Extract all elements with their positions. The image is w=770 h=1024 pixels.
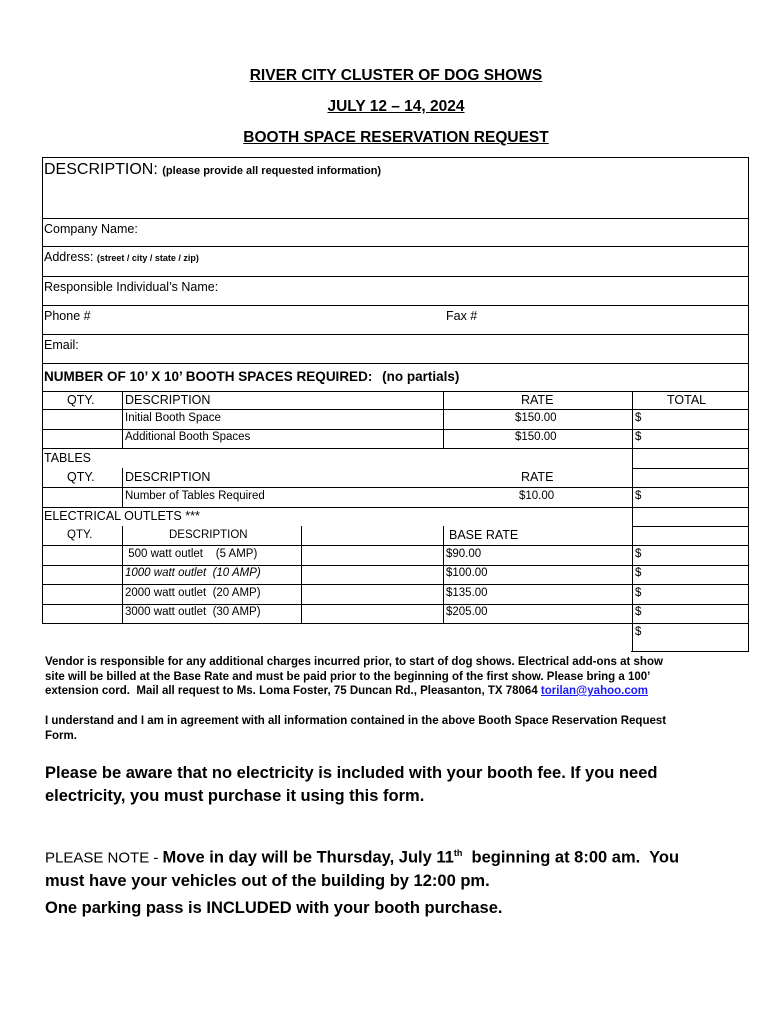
electricity-notice-line: electricity, you must purchase it using this form. — [45, 787, 425, 805]
row-divider — [42, 448, 749, 449]
row-divider — [632, 623, 749, 624]
electrical-row-description: 3000 watt outlet (30 AMP) — [125, 606, 261, 618]
row-divider — [42, 487, 749, 488]
vendor-note-line — [45, 684, 745, 699]
company-name-field[interactable]: Company Name: — [44, 222, 138, 236]
address-label: Address: — [44, 250, 94, 264]
row-divider — [632, 526, 749, 527]
booth-spaces-heading-note: (no partials) — [382, 369, 460, 384]
row-divider — [42, 604, 749, 605]
row-divider — [42, 409, 749, 410]
title-line-2: JULY 12 – 14, 2024 — [327, 98, 465, 115]
booth-row-rate: $150.00 — [515, 412, 557, 424]
description-label: DESCRIPTION: — [44, 161, 158, 178]
tables-row-total[interactable]: $ — [635, 490, 642, 502]
booth-col-qty: QTY. — [67, 393, 95, 407]
row-divider — [42, 276, 749, 277]
col-divider — [122, 468, 123, 507]
row-divider — [632, 651, 749, 652]
row-divider — [42, 391, 749, 392]
fax-field[interactable]: Fax # — [446, 309, 478, 323]
tables-col-qty: QTY. — [67, 470, 95, 484]
vendor-note-line: site will be billed at the Base Rate and must be paid prior to the beginning of the first show. Please bring a 100’ — [45, 670, 651, 683]
row-divider — [42, 565, 749, 566]
move-in-superscript: th — [453, 848, 463, 858]
electrical-col-description: DESCRIPTION — [169, 529, 248, 541]
address-hint: (street / city / state / zip) — [96, 253, 199, 263]
electrical-row-total[interactable]: $ — [635, 587, 642, 599]
vendor-responsibility-note — [45, 655, 745, 699]
agreement-line: Form. — [45, 729, 77, 742]
please-note-label: PLEASE NOTE - — [45, 849, 163, 867]
electricity-notice — [45, 762, 657, 808]
tables-row-rate: $10.00 — [519, 490, 555, 502]
parking-pass-notice: One parking pass is INCLUDED with your booth purchase. — [45, 899, 503, 917]
row-divider — [42, 584, 749, 585]
mailing-address: extension cord. Mail all request to Ms. Loma Foster, 75 Duncan Rd., Pleasanton, TX 78064 — [45, 685, 541, 697]
contact-email-link[interactable]: torilan@yahoo.com — [540, 685, 648, 697]
move-in-line: must have your vehicles out of the building by 12:00 pm. — [45, 871, 490, 890]
booth-spaces-heading — [44, 369, 459, 384]
booth-row-total[interactable]: $ — [635, 431, 642, 443]
row-divider — [42, 218, 749, 219]
col-divider — [301, 526, 302, 623]
tables-row-description: Number of Tables Required — [125, 490, 265, 502]
row-divider — [42, 363, 749, 364]
move-in-line — [45, 842, 679, 870]
row-divider — [42, 545, 749, 546]
row-divider — [42, 507, 749, 508]
title-line-3: BOOTH SPACE RESERVATION REQUEST — [243, 129, 549, 146]
address-field[interactable] — [44, 250, 199, 264]
electrical-row-total[interactable]: $ — [635, 567, 642, 579]
booth-row-description: Additional Booth Spaces — [125, 431, 251, 443]
electrical-row-description: 1000 watt outlet (10 AMP) — [125, 567, 261, 579]
booth-spaces-heading-text: NUMBER OF 10’ X 10’ BOOTH SPACES REQUIRED: — [44, 369, 373, 384]
agreement-line: I understand and I am in agreement with all information contained in the above Booth Space Reservation Request — [45, 715, 667, 727]
electrical-row-total[interactable]: $ — [635, 548, 642, 560]
col-divider — [122, 526, 123, 623]
booth-row-total[interactable]: $ — [635, 412, 642, 424]
col-divider — [443, 391, 444, 448]
row-divider — [42, 305, 749, 306]
tables-heading: TABLES — [44, 451, 92, 465]
electrical-row-rate: $205.00 — [446, 606, 488, 618]
electrical-col-qty: QTY. — [67, 529, 93, 541]
col-divider — [632, 623, 633, 652]
electrical-row-total[interactable]: $ — [635, 606, 642, 618]
vendor-note-line: Vendor is responsible for any additional charges incurred prior, to start of dog shows. Electrical add-ons at show — [45, 656, 663, 668]
agreement-statement — [45, 714, 745, 743]
phone-field[interactable]: Phone # — [44, 309, 91, 323]
col-divider — [122, 391, 123, 448]
frame-mask — [41, 624, 631, 654]
row-divider — [42, 246, 749, 247]
booth-row-description: Initial Booth Space — [125, 412, 221, 424]
tables-col-rate: RATE — [521, 470, 554, 484]
description-hint: (please provide all requested information) — [162, 165, 382, 177]
row-divider — [42, 334, 749, 335]
electricity-notice-line: Please be aware that no electricity is included with your booth fee. If you need — [45, 764, 658, 782]
title-line-1: RIVER CITY CLUSTER OF DOG SHOWS — [249, 67, 543, 84]
grand-total-field[interactable]: $ — [635, 626, 642, 638]
move-in-notice — [45, 842, 679, 893]
col-divider — [632, 391, 633, 623]
booth-col-description: DESCRIPTION — [125, 393, 211, 407]
responsible-individual-field[interactable]: Responsible Individual’s Name: — [44, 280, 219, 294]
row-divider — [632, 468, 749, 469]
electrical-row-rate: $135.00 — [446, 587, 488, 599]
row-divider — [42, 429, 749, 430]
electrical-row-rate: $100.00 — [446, 567, 488, 579]
electrical-row-description: 2000 watt outlet (20 AMP) — [125, 587, 261, 599]
electrical-col-rate: BASE RATE — [449, 528, 519, 542]
move-in-text-cont: beginning at 8:00 am. You — [462, 848, 680, 867]
col-divider — [443, 526, 444, 623]
booth-col-total: TOTAL — [667, 393, 707, 407]
tables-col-description: DESCRIPTION — [125, 470, 211, 484]
electrical-heading: ELECTRICAL OUTLETS *** — [44, 509, 200, 523]
move-in-text: Move in day will be Thursday, July 11 — [162, 848, 454, 867]
booth-row-rate: $150.00 — [515, 431, 557, 443]
electrical-row-description: 500 watt outlet (5 AMP) — [125, 548, 258, 560]
description-row — [44, 161, 381, 179]
electrical-row-rate: $90.00 — [446, 548, 482, 560]
booth-col-rate: RATE — [521, 393, 554, 407]
email-field[interactable]: Email: — [44, 338, 79, 352]
